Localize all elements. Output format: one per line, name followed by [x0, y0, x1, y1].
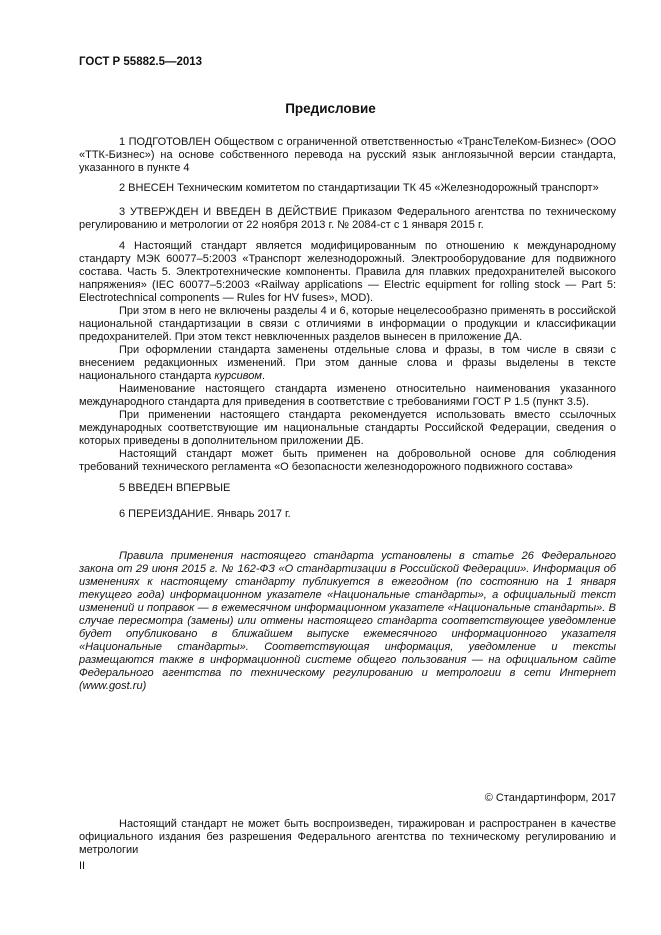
- item-4-block: [79, 240, 616, 474]
- item-4-voluntary: Настоящий стандарт может быть применен на добровольной основе для соблюдения требований технического регламента «О безопасности железнодорожного подвижного состава»: [79, 448, 616, 473]
- page-number: II: [79, 860, 86, 872]
- item-1: 1 ПОДГОТОВЛЕН Обществом с ограниченной ответственностью «ТрансТелеКом-Бизнес» (ООО «ТТК-Бизнес») на основе собственного перевода на русский язык англоязычной версии стандарта, указанного в пункте 4: [79, 136, 616, 174]
- item-4-name-change: Наименование настоящего стандарта изменено относительно наименования указанного международного стандарта для приведения в соответствие с требованиями ГОСТ Р 1.5 (пункт 3.5).: [79, 383, 616, 408]
- item-4-formatting-text: При оформлении стандарта заменены отдельные слова и фразы, в том числе в связи с внесением редакционных изменений. При этом данные слова и фразы выделены в тексте национального стандарта: [79, 344, 616, 382]
- item-3: 3 УТВЕРЖДЕН И ВВЕДЕН В ДЕЙСТВИЕ Приказом Федерального агентства по техническому регулированию и метрологии от 22 ноября 2013 г. № 2084-ст с 1 января 2015 г.: [79, 206, 616, 231]
- page-title: Предисловие: [285, 101, 376, 116]
- item-4-intro: 4 Настоящий стандарт является модифицированным по отношению к международному стандарту МЭК 60077–5:2003 «Транспорт железнодорожный. Электрооборудование для подвижного состава. Часть 5. Электротехнические компоненты. Правила для плавких предохранителей высокого напряжения» (IEC 60077–5:2003 «Railway applications — Electric equipment for rolling stock — Part 5: Electrotechnical components — Rules for HV fuses», MOD).: [79, 240, 616, 304]
- item-4-excluded-sections: При этом в него не включены разделы 4 и 6, которые нецелесообразно применять в российской национальной стандартизации в связи с отличиями в информации о продукции и классификации предохранителей. При этом текст невключенных разделов вынесен в приложение ДА.: [79, 305, 616, 343]
- reproduction-notice: Настоящий стандарт не может быть воспроизведен, тиражирован и распространен в качестве официального издания без разрешения Федерального агентства по техническому регулированию и метрологии: [79, 818, 616, 856]
- item-4-formatting: [79, 344, 616, 383]
- item-5: 5 ВВЕДЕН ВПЕРВЫЕ: [119, 482, 231, 494]
- italic-word: курсивом: [214, 370, 262, 382]
- rules-note: Правила применения настоящего стандарта установлены в статье 26 Федерального закона от 29 июня 2015 г. № 162-ФЗ «О стандартизации в Российской Федерации». Информация об изменениях к настоящему стандарту публикуется в ежегодном (по состоянию на 1 января текущего года) информационном указателе «Национальные стандарты», а официальный текст изменений и поправок — в ежемесячном информационном указателе «Национальные стандарты». В случае пересмотра (замены) или отмены настоящего стандарта соответствующее уведомление будет опубликовано в ближайшем выпуске ежемесячного информационного указателя «Национальные стандарты». Соответствующая информация, уведомление и тексты размещаются также в информационной системе общего пользования — на официальном сайте Федерального агентства по техническому регулированию и метрологии в сети Интернет (www.gost.ru): [79, 550, 616, 692]
- item-4-formatting-end: .: [261, 370, 265, 382]
- copyright: © Стандартинформ, 2017: [484, 792, 616, 804]
- item-6: 6 ПЕРЕИЗДАНИЕ. Январь 2017 г.: [119, 508, 291, 520]
- item-4-references: При применении настоящего стандарта рекомендуется использовать вместо ссылочных международных соответствующие им национальные стандарты Российской Федерации, сведения о которых приведены в дополнительном приложении ДБ.: [79, 409, 616, 447]
- standard-code: ГОСТ Р 55882.5—2013: [79, 56, 203, 68]
- item-2: 2 ВНЕСЕН Техническим комитетом по стандартизации ТК 45 «Железнодорожный транспорт»: [119, 182, 599, 194]
